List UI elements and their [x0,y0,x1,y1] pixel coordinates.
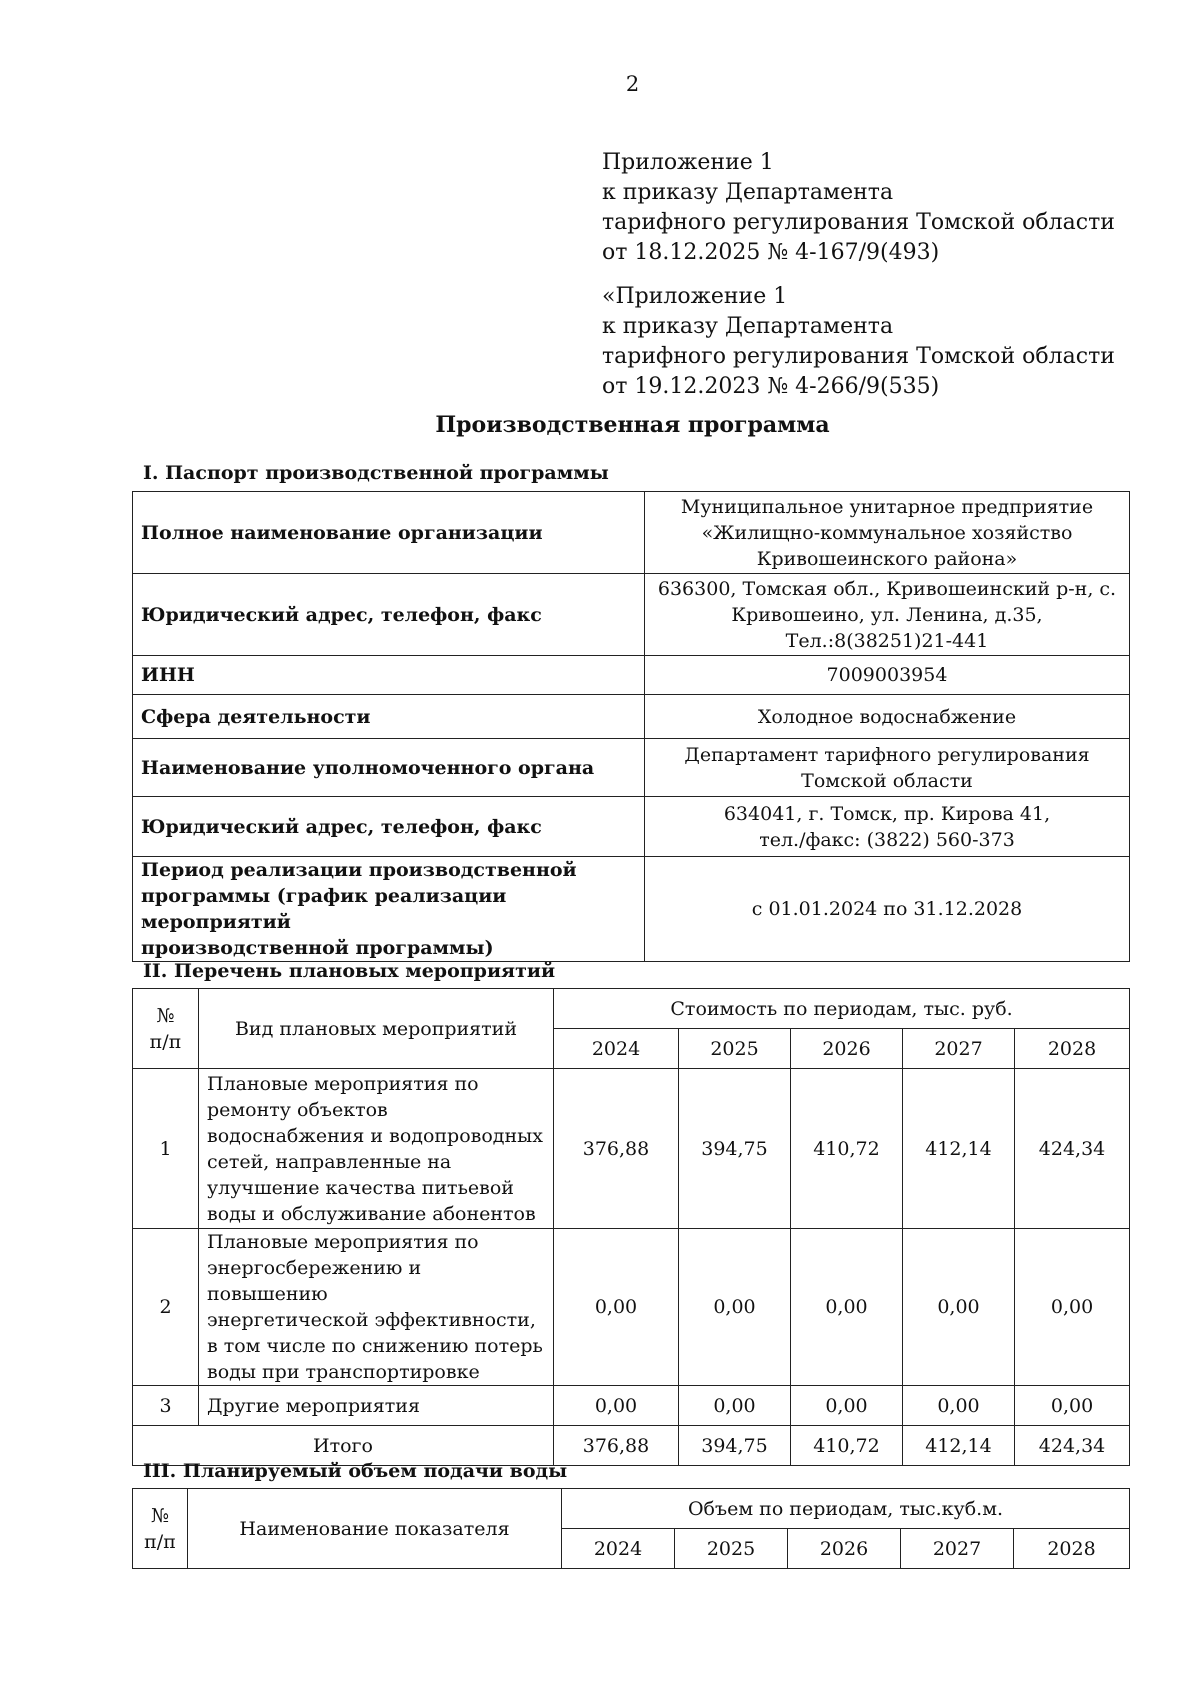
value-line: 636300, Томская обл., Кривошеинский р-н, с. [657,577,1117,600]
activity-name [199,1229,554,1386]
passport-label: ИНН [133,656,645,695]
appendix-line: Приложение 1 [602,150,774,175]
table-row [133,1229,1130,1386]
column-header-name: Вид плановых мероприятий [199,989,554,1069]
column-header-num [133,989,199,1069]
table-row [133,695,1130,739]
row-number: 2 [133,1229,199,1386]
passport-value [645,492,1130,574]
cost-cell: 0,00 [554,1386,679,1426]
cost-cell: 0,00 [679,1229,791,1386]
table-row [133,656,1130,695]
passport-value: Холодное водоснабжение [645,695,1130,739]
column-header-name: Наименование показателя [188,1489,562,1569]
name-line: сетей, направленные на [207,1150,452,1173]
column-header-volume: Объем по периодам, тыс.куб.м. [562,1489,1130,1529]
name-line: улучшение качества питьевой [207,1176,514,1199]
total-cell: 424,34 [1015,1426,1130,1466]
label-line: Период реализации производственной [141,859,577,881]
name-line: Плановые мероприятия по [207,1231,479,1253]
table-header-row [133,989,1130,1029]
column-header-year: 2025 [675,1529,788,1569]
column-header-year: 2026 [788,1529,901,1569]
name-line: воды при транспортировке [207,1361,480,1383]
column-header-cost: Стоимость по периодам, тыс. руб. [554,989,1130,1029]
total-cell: 394,75 [679,1426,791,1466]
table-row [133,574,1130,656]
label-line: программы (график реализации мероприятий [141,885,507,933]
name-line: водоснабжения и водопроводных [207,1124,543,1147]
activity-name [199,1069,554,1229]
appendix-line: от 18.12.2025 № 4-167/9(493) [602,240,940,265]
table-row [133,1386,1130,1426]
name-line: в том числе по снижению потерь [207,1335,543,1357]
cost-cell: 410,72 [791,1069,903,1229]
passport-label: Юридический адрес, телефон, факс [133,574,645,656]
activity-name: Другие мероприятия [199,1386,554,1426]
appendix-line: «Приложение 1 [602,284,788,309]
column-header-year: 2024 [554,1029,679,1069]
appendix-current [602,148,1162,268]
table-row [133,857,1130,962]
cost-cell: 0,00 [903,1386,1015,1426]
total-label: Итого [133,1426,554,1466]
passport-label: Полное наименование организации [133,492,645,574]
cost-cell: 0,00 [554,1229,679,1386]
passport-value: 7009003954 [645,656,1130,695]
table-row [133,492,1130,574]
value-line: Тел.:8(38251)21-441 [785,629,989,652]
passport-table [132,491,1130,962]
value-line: тел./факс: (3822) 560-373 [759,828,1015,851]
section-3-heading: III. Планируемый объем подачи воды [143,1460,568,1482]
column-header-year: 2027 [903,1029,1015,1069]
passport-label: Наименование уполномоченного органа [133,739,645,797]
table-row [133,797,1130,857]
name-line: ремонту объектов [207,1098,388,1121]
passport-value [645,739,1130,797]
column-header-year: 2027 [901,1529,1014,1569]
page-number: 2 [625,72,640,96]
cost-cell: 0,00 [903,1229,1015,1386]
name-line: воды и обслуживание абонентов [207,1202,536,1225]
passport-label: Сфера деятельности [133,695,645,739]
total-cell: 376,88 [554,1426,679,1466]
appendix-line: тарифного регулирования Томской области [602,210,1115,235]
name-line: энергетической эффективности, [207,1309,536,1331]
table-row [133,1069,1130,1229]
volume-table [132,1488,1130,1569]
name-line: Плановые мероприятия по [207,1072,479,1095]
row-number: 3 [133,1386,199,1426]
column-header-num [133,1489,188,1569]
cost-cell: 0,00 [791,1229,903,1386]
label-line: производственной программы) [141,937,494,959]
value-line: Департамент тарифного регулирования [684,743,1090,766]
section-2-heading: II. Перечень плановых мероприятий [143,960,556,982]
appendix-line: тарифного регулирования Томской области [602,344,1115,369]
header-line: п/п [149,1030,182,1053]
row-number: 1 [133,1069,199,1229]
value-line: Кривошеинского района» [756,547,1018,570]
table-header-row [133,1489,1130,1529]
name-line: энергосбережению и повышению [207,1257,422,1305]
appendix-line: к приказу Департамента [602,314,894,339]
value-line: Томской области [801,769,973,792]
table-row [133,739,1130,797]
value-line: Кривошеино, ул. Ленина, д.35, [731,603,1043,626]
cost-cell: 394,75 [679,1069,791,1229]
header-line: п/п [144,1530,176,1553]
passport-value [645,574,1130,656]
value-line: Муниципальное унитарное предприятие [680,495,1094,518]
document-title: Производственная программа [435,412,830,438]
column-header-year: 2026 [791,1029,903,1069]
activities-table [132,988,1130,1466]
value-line: «Жилищно-коммунальное хозяйство [701,521,1073,544]
cost-cell: 0,00 [1015,1229,1130,1386]
passport-label [133,857,645,962]
column-header-year: 2024 [562,1529,675,1569]
passport-value: с 01.01.2024 по 31.12.2028 [645,857,1130,962]
cost-cell: 424,34 [1015,1069,1130,1229]
column-header-year: 2028 [1015,1029,1130,1069]
cost-cell: 412,14 [903,1069,1015,1229]
column-header-year: 2028 [1014,1529,1130,1569]
total-cell: 412,14 [903,1426,1015,1466]
cost-cell: 0,00 [1015,1386,1130,1426]
cost-cell: 0,00 [679,1386,791,1426]
passport-label: Юридический адрес, телефон, факс [133,797,645,857]
appendix-line: к приказу Департамента [602,180,894,205]
appendix-previous [602,282,1162,402]
cost-cell: 376,88 [554,1069,679,1229]
value-line: 634041, г. Томск, пр. Кирова 41, [723,802,1051,825]
cost-cell: 0,00 [791,1386,903,1426]
appendix-line: от 19.12.2023 № 4-266/9(535) [602,374,940,399]
total-cell: 410,72 [791,1426,903,1466]
header-line: № [156,1004,175,1027]
header-line: № [151,1504,169,1527]
section-1-heading: I. Паспорт производственной программы [143,462,609,484]
column-header-year: 2025 [679,1029,791,1069]
passport-value [645,797,1130,857]
